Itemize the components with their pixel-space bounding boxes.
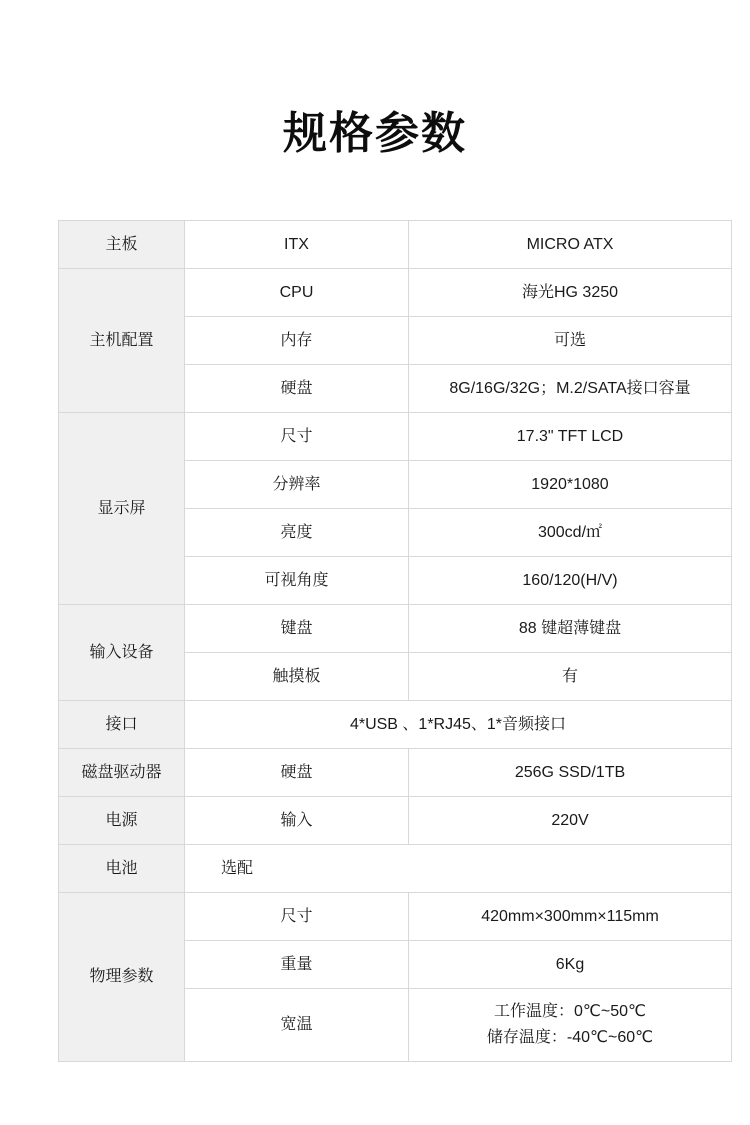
spec-key: 键盘 <box>185 605 409 653</box>
spec-key: 可视角度 <box>185 557 409 605</box>
table-row <box>59 221 732 269</box>
spec-category: 显示屏 <box>59 413 185 605</box>
spec-value: 可选 <box>409 317 732 365</box>
spec-value-merged: 4*USB 、1*RJ45、1*音频接口 <box>185 701 732 749</box>
spec-key: 重量 <box>185 941 409 989</box>
spec-key: 输入 <box>185 797 409 845</box>
spec-key: 亮度 <box>185 509 409 557</box>
spec-value: 8G/16G/32G；M.2/SATA接口容量 <box>409 365 732 413</box>
spec-key: 尺寸 <box>185 413 409 461</box>
table-row <box>59 797 732 845</box>
table-row <box>59 845 732 893</box>
spec-value: MICRO ATX <box>409 221 732 269</box>
spec-table <box>58 220 732 1062</box>
spec-key: 宽温 <box>185 989 409 1062</box>
spec-key: CPU <box>185 269 409 317</box>
spec-value: 1920*1080 <box>409 461 732 509</box>
spec-value: 6Kg <box>409 941 732 989</box>
spec-table-wrap <box>58 158 692 1062</box>
spec-value: 160/120(H/V) <box>409 557 732 605</box>
table-row <box>59 749 732 797</box>
spec-value: 300cd/㎡ <box>409 509 732 557</box>
spec-value-line-2: 储存温度：-40℃~60℃ <box>486 1029 654 1047</box>
spec-category: 物理参数 <box>59 893 185 1062</box>
spec-category: 电池 <box>59 845 185 893</box>
spec-category: 电源 <box>59 797 185 845</box>
spec-key: 硬盘 <box>185 749 409 797</box>
spec-value: 有 <box>409 653 732 701</box>
spec-value: 256G SSD/1TB <box>409 749 732 797</box>
spec-key: 硬盘 <box>185 365 409 413</box>
spec-value: 17.3" TFT LCD <box>409 413 732 461</box>
spec-value-line-1: 工作温度：0℃~50℃ <box>494 1003 646 1020</box>
table-row <box>59 701 732 749</box>
spec-key: 分辨率 <box>185 461 409 509</box>
spec-category: 接口 <box>59 701 185 749</box>
table-row <box>59 605 732 653</box>
spec-category: 主板 <box>59 221 185 269</box>
table-row <box>59 269 732 317</box>
spec-value <box>409 989 732 1062</box>
spec-key: ITX <box>185 221 409 269</box>
spec-key: 内存 <box>185 317 409 365</box>
spec-value: 420mm×300mm×115mm <box>409 893 732 941</box>
spec-key: 尺寸 <box>185 893 409 941</box>
spec-category: 主机配置 <box>59 269 185 413</box>
page-title: 规格参数 <box>283 109 467 158</box>
spec-key: 触摸板 <box>185 653 409 701</box>
spec-value: 88 键超薄键盘 <box>409 605 732 653</box>
spec-value: 海光HG 3250 <box>409 269 732 317</box>
spec-value: 220V <box>409 797 732 845</box>
table-row <box>59 413 732 461</box>
table-row <box>59 893 732 941</box>
spec-category: 磁盘驱动器 <box>59 749 185 797</box>
spec-category: 输入设备 <box>59 605 185 701</box>
spec-value-merged: 选配 <box>185 845 732 893</box>
